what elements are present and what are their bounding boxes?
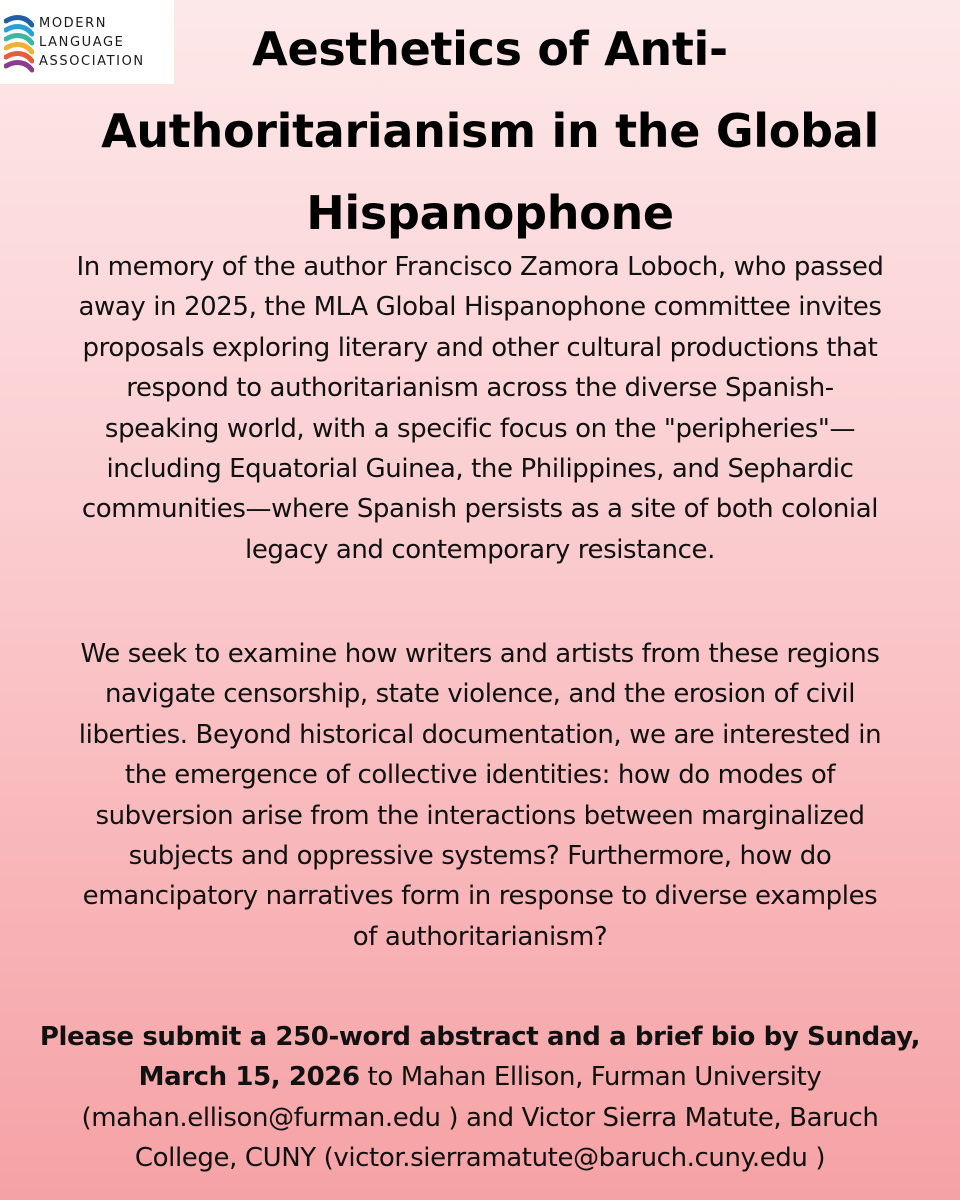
- intro-paragraph: In memory of the author Francisco Zamora Loboch, who passed away in 2025, the MLA Global Hispanophone committee invites proposals exploring literary and other cultural productions that respond to authoritarianism across the diverse Spanish- speaking world, with a specific focus on the "peripheries"— including Equatorial Guinea, the Philippines, and Sephardic communities—where Spanish persists as a site of both colonial legacy and contemporary resistance.: [76, 252, 884, 565]
- logo-line-language: LANGUAGE: [39, 34, 125, 50]
- logo-line-association: ASSOCIATION: [39, 53, 145, 69]
- logo-line-modern: MODERN: [39, 15, 108, 31]
- submission-deadline: Please submit a 250-word abstract and a brief bio by Sunday, March 15, 2026: [39, 1022, 921, 1093]
- flyer-title: Aesthetics of Anti- Authoritarianism in the Global Hispanophone: [101, 22, 879, 240]
- submission-paragraph: [0, 1017, 960, 1179]
- mla-logo-icon: [4, 11, 34, 73]
- submission-contacts: to Mahan Ellison, Furman University (mahan.ellison@furman.edu ) and Victor Sierra Matute, Baruch College, CUNY (victor.sierramatute@baruch.cuny.edu ): [81, 1062, 879, 1174]
- questions-paragraph: We seek to examine how writers and artists from these regions navigate censorship, state violence, and the erosion of civil liberties. Beyond historical documentation, we are interested in the emergence of collective identities: how do modes of subversion arise from the interactions between marginalized subjects and oppressive systems? Furthermore, how do emancipatory narratives form in response to diverse examples of authoritarianism?: [78, 639, 882, 952]
